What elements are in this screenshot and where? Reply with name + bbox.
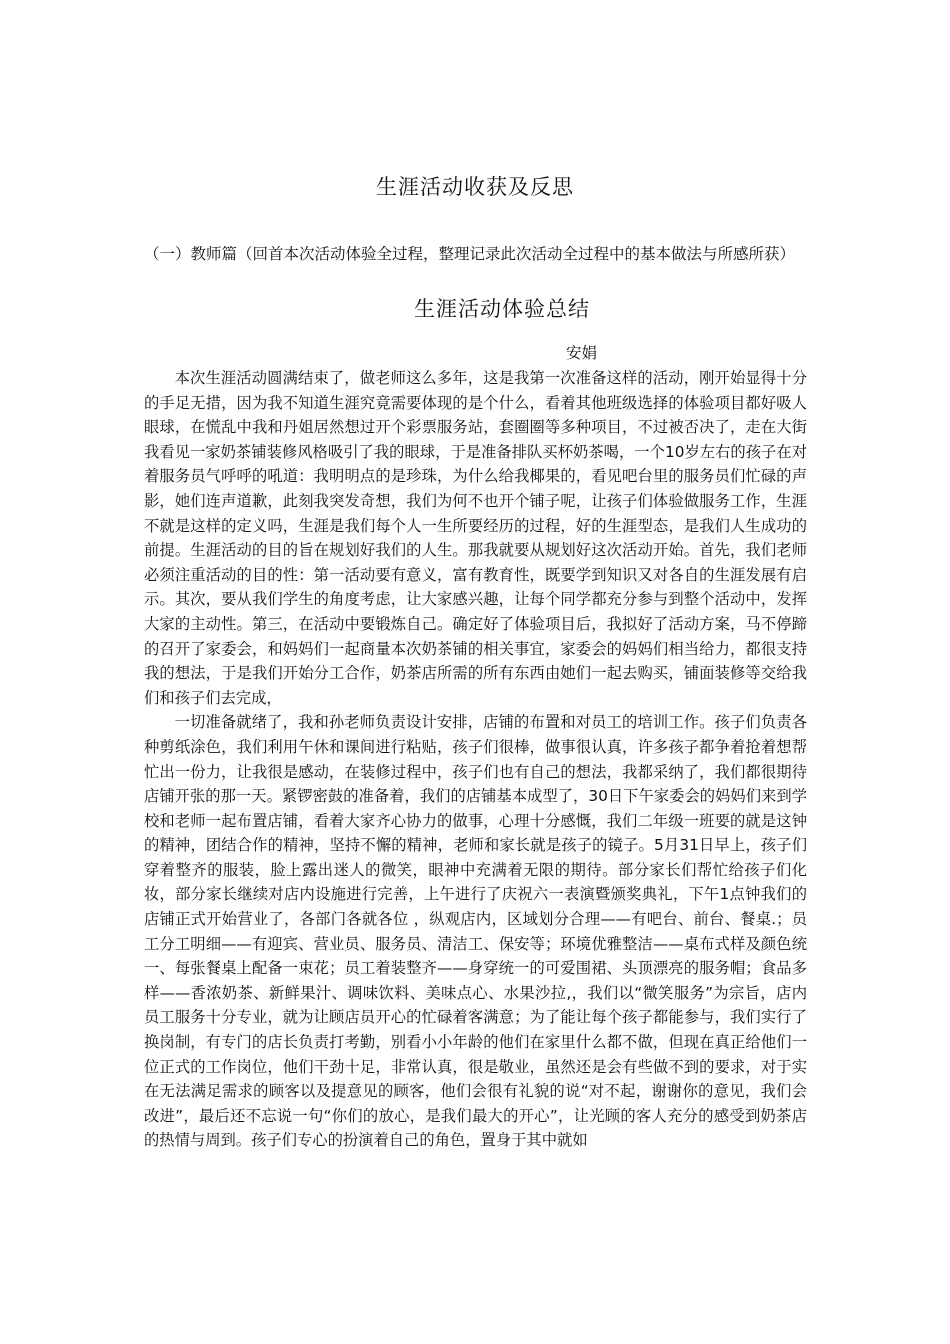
body-paragraph: 本次生涯活动圆满结束了，做老师这么多年，这是我第一次准备这样的活动，刚开始显得十分的手足无措，因为我不知道生涯究竟需要体现的是个什么，看着其他班级选择的体验项目都好吸人眼球，在慌乱中我和丹姐居然想过开个彩票服务站，套圈圈等多种项目，不过被否决了，走在大街我看见一家奶茶铺装修风格吸引了我的眼球，于是准备排队买杯奶茶喝，一个10岁左右的孩子在对着服务员气呼呼的吼道：我明明点的是珍珠，为什么给我椰果的，看见吧台里的服务员们忙碌的声影，她们连声道歉，此刻我突发奇想，我们为何不也开个铺子呢，让孩子们体验做服务工作，生涯不就是这样的定义吗，生涯是我们每个人一生所要经历的过程，好的生涯型态，是我们人生成功的前提。生涯活动的目的旨在规划好我们的人生。那我就要从规划好这次活动开始。首先，我们老师必须注重活动的目的性：第一活动要有意义，富有教育性，既要学到知识又对各自的生涯发展有启示。其次，要从我们学生的角度考虑，让大家感兴趣，让每个同学都充分参与到整个活动中，发挥大家的主动性。第三，在活动中要锻炼自己。确定好了体验项目后，我拟好了活动方案，马不停蹄的召开了家委会，和妈妈们一起商量本次奶茶铺的相关事宜，家委会的妈妈们相当给力，都很支持我的想法，于是我们开始分工合作，奶茶店所需的所有东西由她们一起去购买，铺面装修等交给我们和孩子们去完成， bbox=[144, 369, 807, 707]
article-body bbox=[144, 366, 807, 1153]
document-title: 生涯活动收获及反思 bbox=[376, 175, 574, 199]
author-name: 安娟 bbox=[566, 344, 598, 362]
body-paragraph: 一切准备就绪了，我和孙老师负责设计安排，店铺的布置和对员工的培训工作。孩子们负责各种剪纸涂色，我们利用午休和课间进行粘贴，孩子们很棒，做事很认真，许多孩子都争着抢着想帮忙出一份力，让我很是感动，在装修过程中，孩子们也有自己的想法，我都采纳了，我们都很期待店铺开张的那一天。紧锣密鼓的准备着，我们的店铺基本成型了，30日下午家委会的妈妈们来到学校和老师一起布置店铺，看着大家齐心协力的做事，心理十分感慨，我们二年级一班要的就是这钟的精神，团结合作的精神，坚持不懈的精神，老师和家长就是孩子的镜子。5月31日早上，孩子们穿着整齐的服装，脸上露出迷人的微笑，眼神中充满着无限的期待。部分家长们帮忙给孩子们化妆，部分家长继续对店内设施进行完善，上午进行了庆祝六一表演暨颁奖典礼，下午1点钟我们的店铺正式开始营业了，各部门各就各位 ，纵观店内，区域划分合理——有吧台、前台、餐桌.；员工分工明细——有迎宾、营业员、服务员、清洁工、保安等；环境优雅整洁——桌布式样及颜色统一、每张餐桌上配备一束花；员工着装整齐——身穿统一的可爱围裙、头顶漂亮的服务帽；食品多样——香浓奶茶、新鲜果汁、调味饮料、美味点心、水果沙拉,，我们以“微笑服务”为宗旨，店内员工服务十分专业，就为让顾店员开心的忙碌着客满意；为了能让每个孩子都能参与，我们实行了换岗制，有专门的店长负责打考勤，别看小小年龄的他们在家里什么都不做，但现在真正给他们一位正式的工作岗位，他们干劲十足，非常认真，很是敬业，虽然还是会有些做不到的要求，对于实在无法满足需求的顾客以及提意见的顾客，他们会很有礼貌的说“对不起，谢谢你的意见，我们会改进”，最后还不忘说一句“你们的放心，是我们最大的开心”，让光顾的客人充分的感受到奶茶店的热情与周到。孩子们专心的扮演着自己的角色，置身于其中就如 bbox=[144, 713, 807, 1150]
article-subtitle: 生涯活动体验总结 bbox=[414, 297, 590, 321]
section-heading: （一）教师篇（回首本次活动体验全过程，整理记录此次活动全过程中的基本做法与所感所获） bbox=[144, 245, 796, 263]
